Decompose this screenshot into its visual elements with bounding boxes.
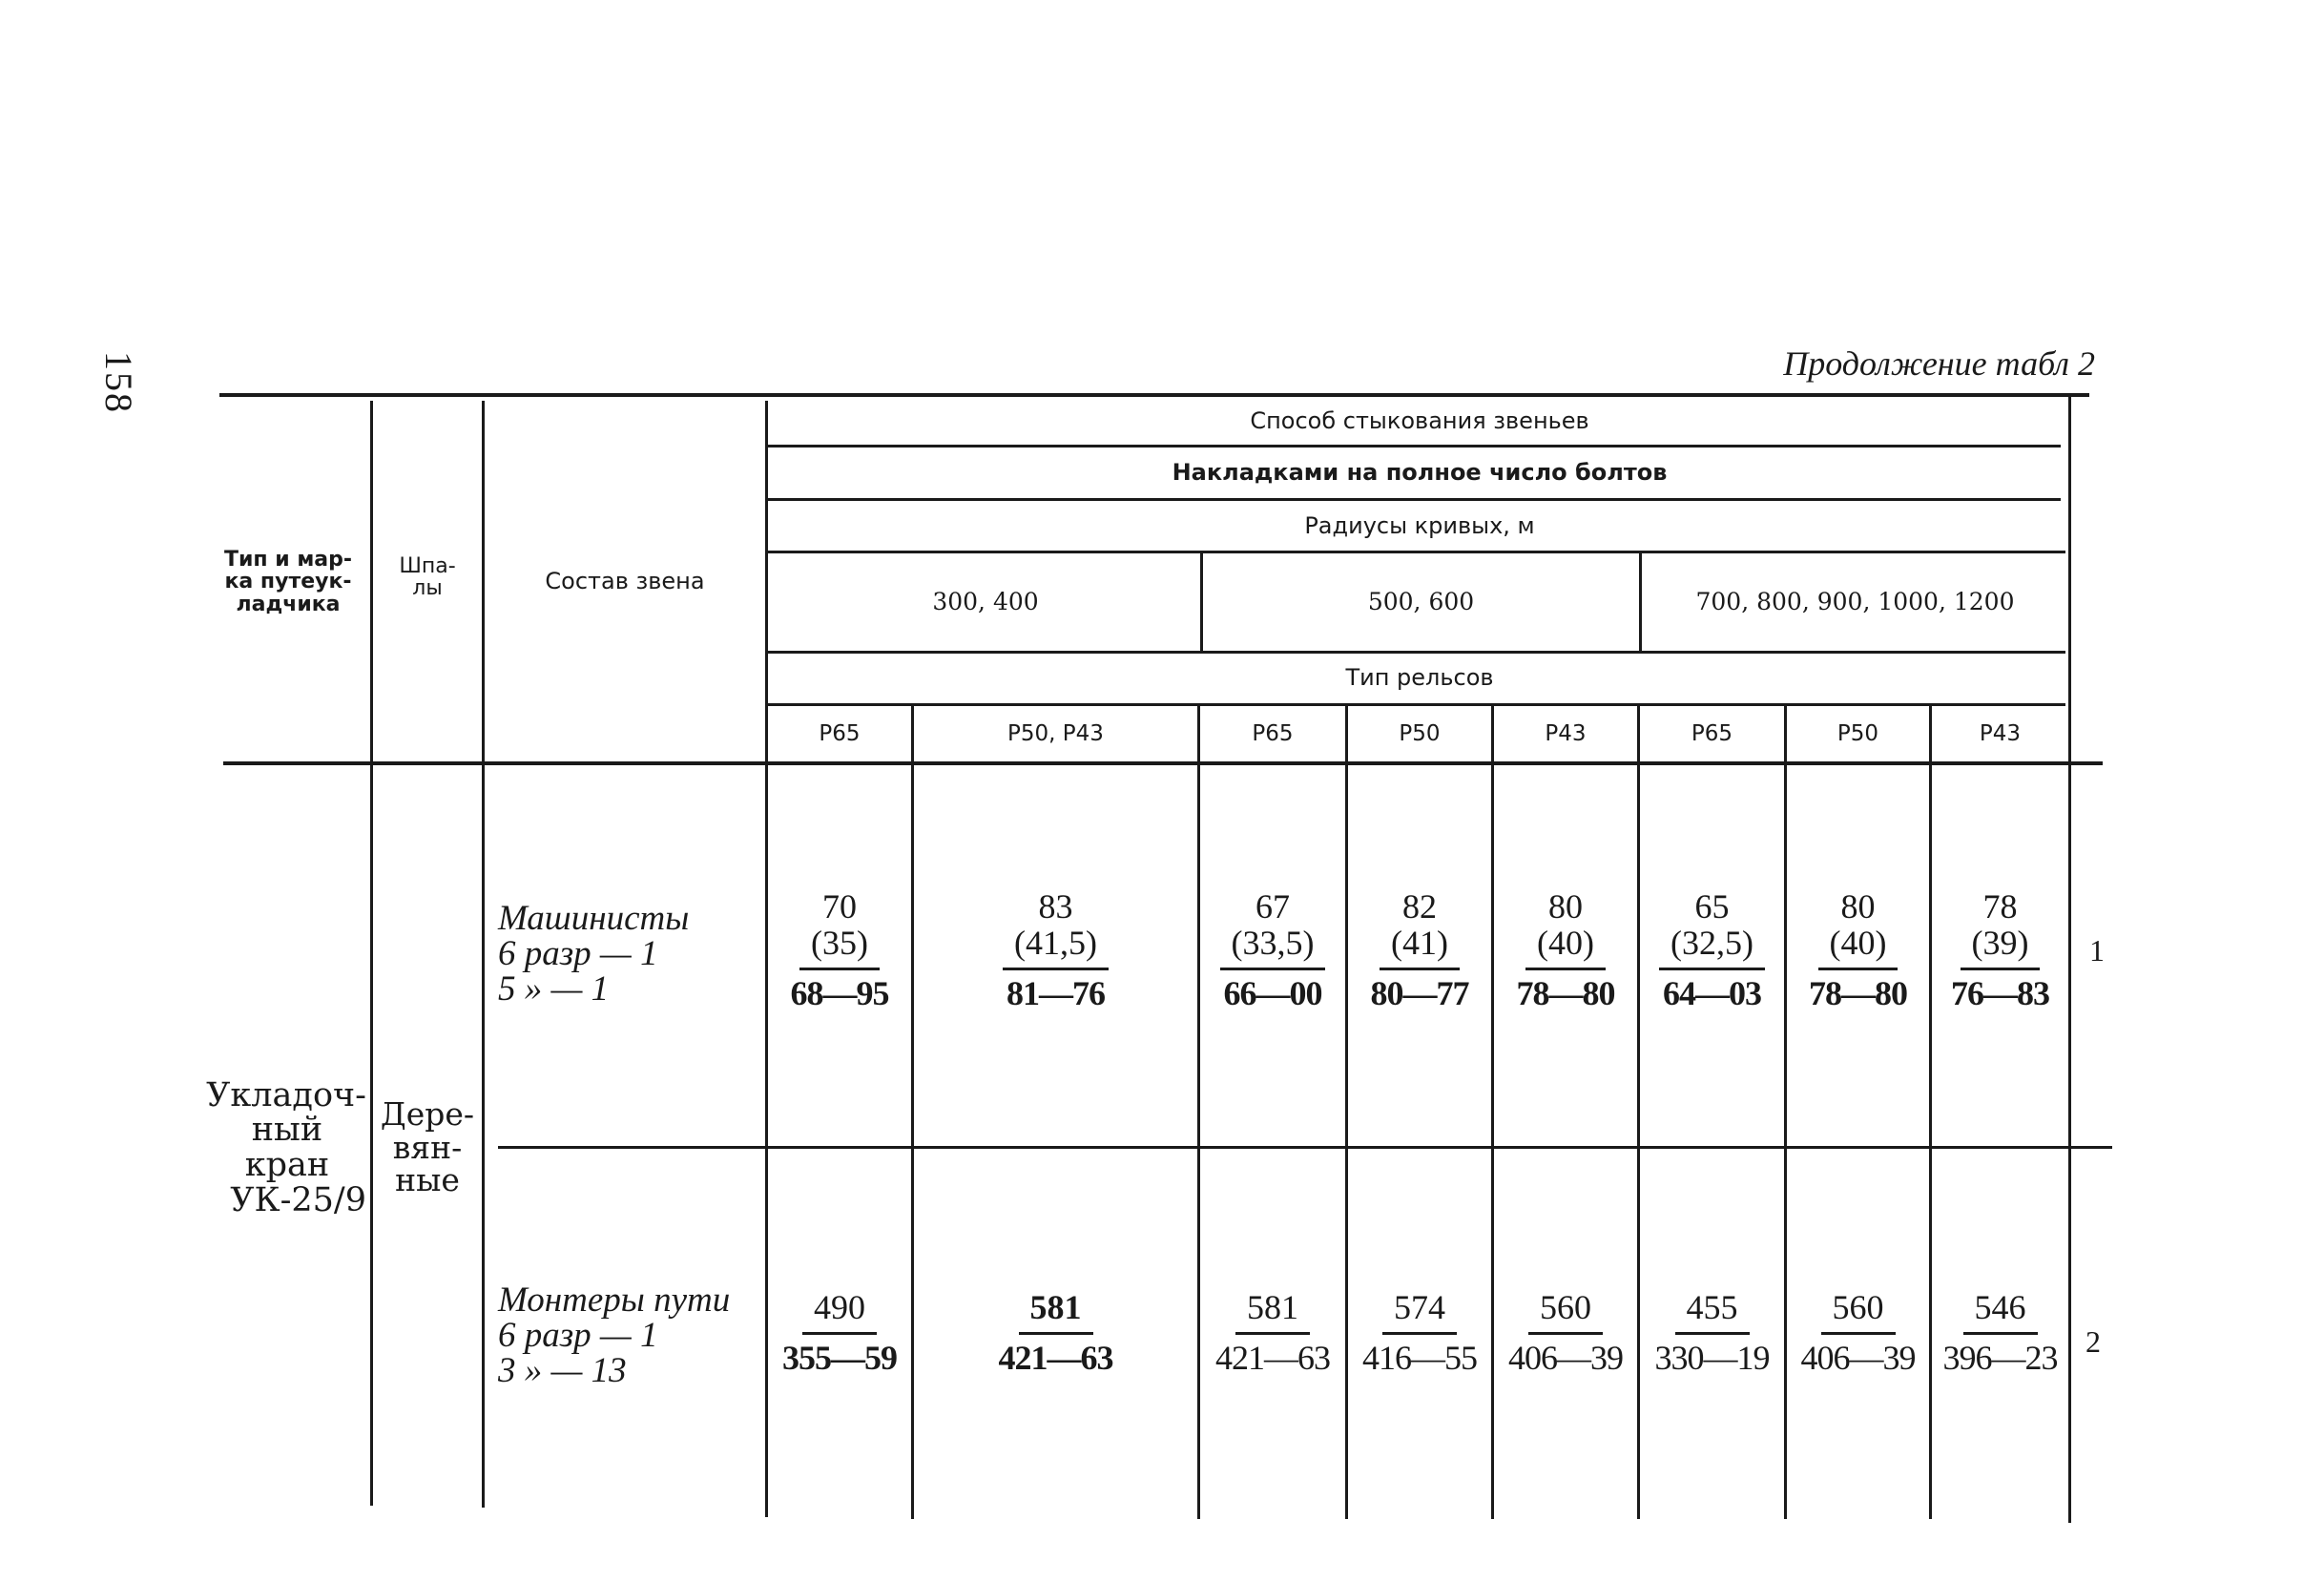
machine-type: Укладоч- ный кран УК-25/9 <box>206 1075 366 1219</box>
row1-value-1: 70 (35) 68—95 <box>790 887 889 1012</box>
row1-value-6: 65 (32,5) 64—03 <box>1640 889 1784 1011</box>
vrule-type <box>370 401 373 1506</box>
radius-group-2: 500, 600 <box>1367 587 1475 615</box>
row2-value-4: $\frac{574}{416—55}$ <box>1362 1288 1477 1377</box>
row1-value-4: 82 (41) 80—77 <box>1370 887 1469 1012</box>
vrule-rail-1 <box>911 706 914 1519</box>
rule-radius-groups <box>768 651 2065 654</box>
rule-rail-type <box>768 703 2065 706</box>
row1-composition: Машинисты 6 разр — 1 5 » — 1 <box>498 899 690 1009</box>
vrule-right <box>2068 397 2071 1523</box>
rail-col-5: Р43 <box>1545 720 1587 746</box>
vrule-rail-2 <box>1197 706 1200 1519</box>
row2-composition: Монтеры пути 6 разр — 1 3 » — 13 <box>498 1280 731 1390</box>
rail-col-6: Р65 <box>1691 720 1733 746</box>
rule-header-bottom <box>223 761 2103 765</box>
vrule-rail-4 <box>1491 706 1494 1519</box>
vrule-rail-6 <box>1784 706 1787 1519</box>
header-sleepers: Шпа- лы <box>399 553 456 600</box>
radius-group-1: 300, 400 <box>932 587 1039 615</box>
rail-col-4: Р50 <box>1399 720 1441 746</box>
row2-value-5: $\frac{560}{406—39}$ <box>1508 1288 1623 1377</box>
header-type: Тип и мар- ка путеук- ладчика <box>223 548 353 616</box>
header-composition: Состав звена <box>545 568 705 595</box>
rail-col-2: Р50, Р43 <box>1007 720 1104 746</box>
vrule-rail-5 <box>1637 706 1640 1519</box>
header-rail-type: Тип рельсов <box>1345 664 1494 692</box>
table-caption: Продолжение табл 2 <box>1783 344 2095 383</box>
rail-col-1: Р65 <box>819 720 861 746</box>
row2-value-2: $\frac{581}{421—63}$ <box>998 1288 1113 1377</box>
rail-col-3: Р65 <box>1252 720 1294 746</box>
header-joint: Накладками на полное число болтов <box>1172 459 1668 487</box>
vrule-rail-3 <box>1345 706 1348 1519</box>
rule-row-split <box>498 1146 2112 1149</box>
rail-col-7: Р50 <box>1836 720 1879 746</box>
vrule-rail-7 <box>1929 706 1932 1519</box>
rule-radius <box>768 551 2065 553</box>
header-radius: Радиусы кривых, м <box>1304 512 1535 540</box>
vrule-sleepers <box>482 401 485 1508</box>
rail-col-8: Р43 <box>1979 720 2022 746</box>
row2-value-7: $\frac{560}{406—39}$ <box>1800 1288 1916 1377</box>
header-method: Способ стыкования звеньев <box>1250 407 1589 435</box>
row2-value-1: $\frac{490}{355—59}$ <box>782 1288 897 1377</box>
row2-value-6: $\frac{455}{330—19}$ <box>1654 1288 1770 1377</box>
row1-value-5: 80 (40) 78—80 <box>1516 887 1615 1012</box>
row2-value-3: $\frac{581}{421—63}$ <box>1215 1288 1330 1377</box>
rule-joint <box>768 498 2061 501</box>
row2-value-8: $\frac{546}{396—23}$ <box>1942 1288 2058 1377</box>
radius-group-3: 700, 800, 900, 1000, 1200 <box>1695 587 2015 615</box>
row1-index: 1 <box>2089 933 2105 968</box>
page-number: 158 <box>97 351 140 414</box>
row1-value-3: 67 (33,5) 66—00 <box>1200 889 1345 1011</box>
row1-value-7: 80 (40) 78—80 <box>1809 887 1907 1012</box>
rule-method <box>768 445 2061 448</box>
row1-value-8: 78 (39) 76—83 <box>1951 887 2049 1012</box>
sleepers-type: Дере- вян- ные <box>380 1095 475 1199</box>
row2-index: 2 <box>2085 1324 2101 1359</box>
rule-top <box>219 393 2089 397</box>
row1-value-2: 83 (41,5) 81—76 <box>914 889 1197 1011</box>
